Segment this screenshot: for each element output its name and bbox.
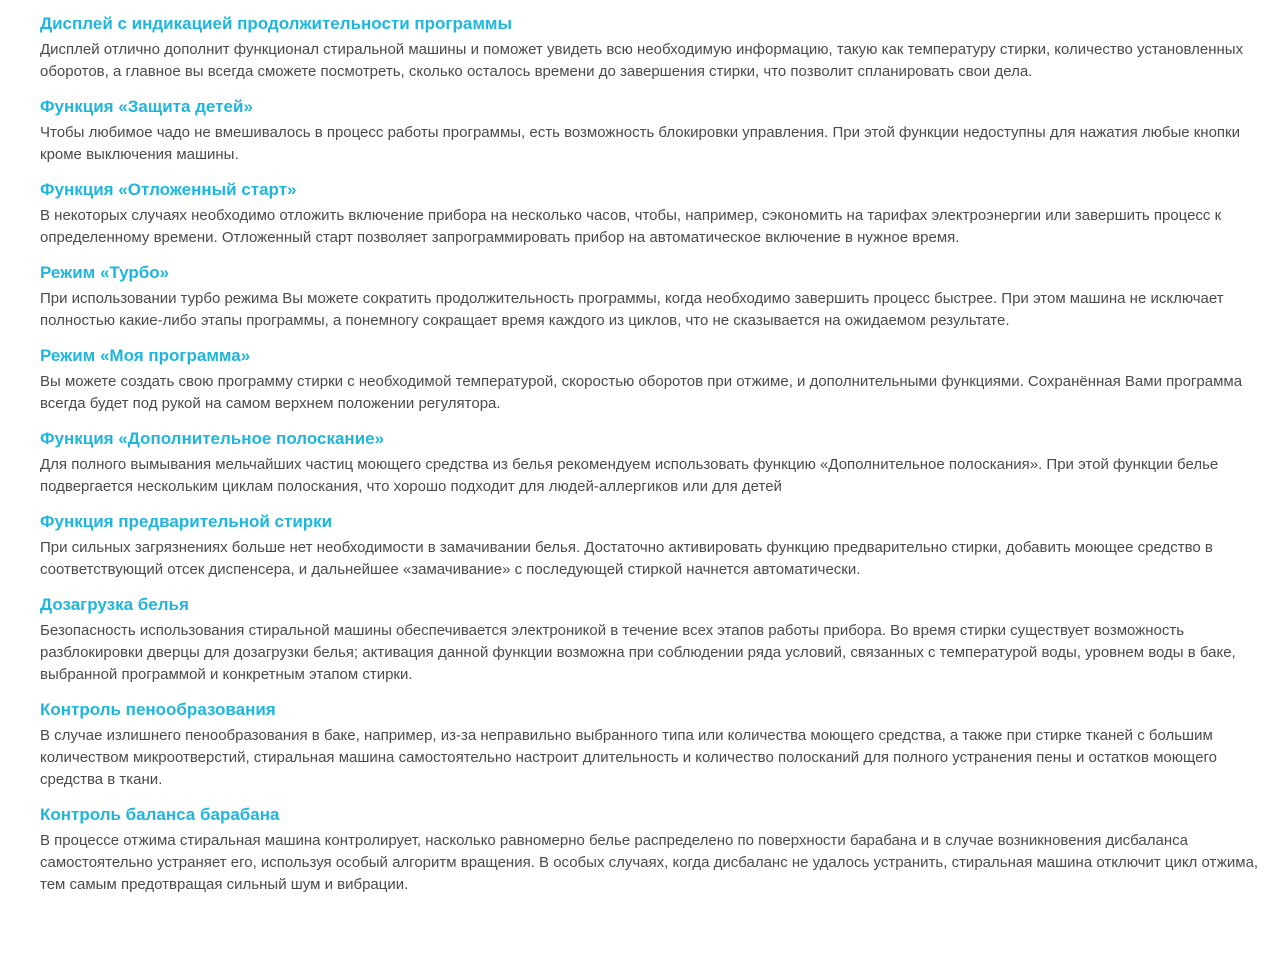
feature-turbo-mode [40, 261, 1275, 332]
feature-title: Функция «Дополнительное полоскание» [40, 429, 385, 448]
feature-foam-control [40, 698, 1275, 791]
feature-add-laundry [40, 593, 1275, 686]
feature-description: Безопасность использования стиральной машины обеспечивается электроникой в течение всех этапов работы прибора. Во время стирки существует возможность разблокировки дверцы для дозагрузки белья; активация данной функции возможна при соблюдении ряда условий, связанных с температурой воды, уровнем воды в баке, выбранной программой и конкретным этапом стирки. [40, 622, 1236, 683]
feature-delayed-start [40, 178, 1275, 249]
feature-my-program [40, 344, 1275, 415]
feature-title: Режим «Моя программа» [40, 346, 251, 365]
feature-display [40, 12, 1275, 83]
feature-title: Функция предварительной стирки [40, 512, 333, 531]
feature-prewash [40, 510, 1275, 581]
feature-title: Дисплей с индикацией продолжительности программы [40, 14, 513, 33]
feature-title: Функция «Защита детей» [40, 97, 253, 116]
feature-title: Контроль баланса барабана [40, 805, 280, 824]
feature-extra-rinse [40, 427, 1275, 498]
feature-title: Функция «Отложенный старт» [40, 180, 297, 199]
feature-description: При сильных загрязнениях больше нет необходимости в замачивании белья. Достаточно активировать функцию предварительно стирки, добавить моющее средство в соответствующий отсек диспенсера, и дальнейшее «замачивание» с последующей стиркой начнется автоматически. [40, 539, 1213, 578]
feature-title: Дозагрузка белья [40, 595, 189, 614]
feature-list [40, 12, 1275, 908]
feature-title: Режим «Турбо» [40, 263, 170, 282]
feature-description: Вы можете создать свою программу стирки с необходимой температурой, скоростью оборотов при отжиме, и дополнительными функциями. Сохранённая Вами программа всегда будет под рукой на самом верхнем положении регулятора. [40, 373, 1243, 412]
feature-child-lock [40, 95, 1275, 166]
feature-description: В некоторых случаях необходимо отложить включение прибора на несколько часов, чтобы, например, сэкономить на тарифах электроэнергии или завершить процесс к определенному времени. Отложенный старт позволяет запрограммировать прибор на автоматическое включение в нужное время. [40, 207, 1222, 246]
feature-title: Контроль пенообразования [40, 700, 276, 719]
feature-description: Чтобы любимое чадо не вмешивалось в процесс работы программы, есть возможность блокировки управления. При этой функции недоступны для нажатия любые кнопки кроме выключения машины. [40, 124, 1240, 163]
feature-drum-balance [40, 803, 1275, 896]
feature-description: Дисплей отлично дополнит функционал стиральной машины и поможет увидеть всю необходимую информацию, такую как температуру стирки, количество установленных оборотов, а главное вы всегда сможете посмотреть, сколько осталось времени до завершения стирки, что позволит спланировать свои дела. [40, 41, 1244, 80]
feature-description: При использовании турбо режима Вы можете сократить продолжительность программы, когда необходимо завершить процесс быстрее. При этом машина не исключает полностью какие-либо этапы программы, а понемногу сокращает время каждого из циклов, что не сказывается на ожидаемом результате. [40, 290, 1224, 329]
feature-description: В процессе отжима стиральная машина контролирует, насколько равномерно белье распределено по поверхности барабана и в случае возникновения дисбаланса самостоятельно устраняет его, используя особый алгоритм вращения. В особых случаях, когда дисбаланс не удалось устранить, стиральная машина отключит цикл отжима, тем самым предотвращая сильный шум и вибрации. [40, 832, 1259, 893]
feature-description: В случае излишнего пенообразования в баке, например, из-за неправильно выбранного типа или количества моющего средства, а также при стирке тканей с большим количеством микроотверстий, стиральная машина самостоятельно настроит длительность и количество полосканий для полного устранения пены и остатков моющего средства в ткани. [40, 727, 1218, 788]
feature-description: Для полного вымывания мельчайших частиц моющего средства из белья рекомендуем использовать функцию «Дополнительное полоскания». При этой функции белье подвергается нескольким циклам полоскания, что хорошо подходит для людей-аллергиков или для детей [40, 456, 1219, 495]
